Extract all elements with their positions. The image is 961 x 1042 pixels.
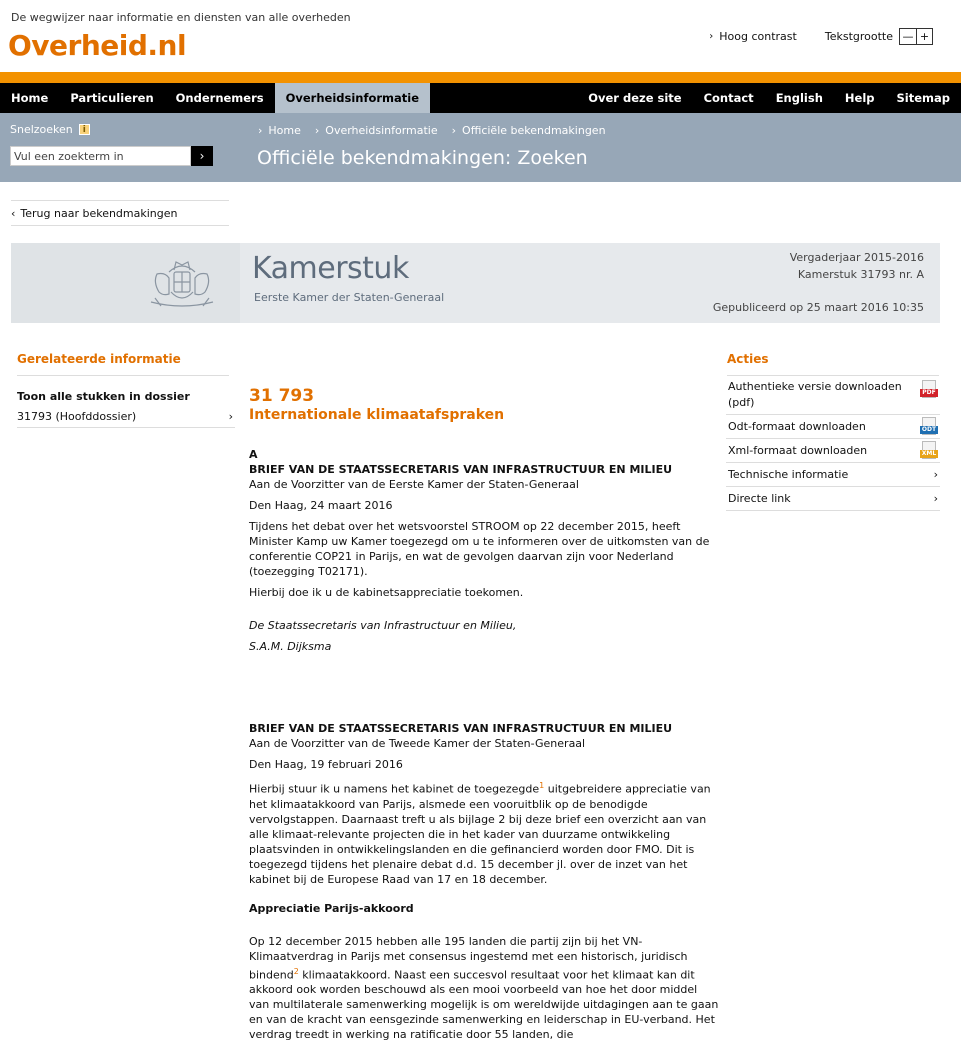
- download-pdf-label: Authentieke versie downloaden (pdf): [728, 379, 908, 411]
- chevron-right-icon: ›: [934, 491, 938, 507]
- chevron-right-icon: ›: [934, 467, 938, 483]
- letter-a-addressee: Aan de Voorzitter van de Eerste Kamer der Staten-Generaal: [249, 477, 719, 492]
- high-contrast-label: Hoog contrast: [719, 30, 797, 43]
- paragraph-text: uitgebreidere appreciatie van het klimaatakkoord van Parijs, alsmede een vooruitblik op de benodigde vervolgstappen. Daarnaast treft u als bijlage 2 bij deze brief een overzicht aan van alle klimaat-relevante projecten die in het kader van duurzame ontwikkeling plaatsvinden in ontwikkelingslanden en die gefinancierd worden door FMO. Dit is toegezegd tijdens het plenaire debat d.d. 15 december jl. over de inzet van het kabinet bij de Europese Raad van 17 en 18 december.: [249, 783, 711, 886]
- letter-b-heading: BRIEF VAN DE STAATSSECRETARIS VAN INFRASTRUCTUUR EN MILIEU: [249, 721, 719, 736]
- info-icon[interactable]: i: [79, 124, 90, 135]
- kamerstuk-header: [11, 243, 940, 323]
- site-logo[interactable]: [8, 28, 186, 62]
- letter-a-paragraph-2: Hierbij doe ik u de kabinetsappreciatie toekomen.: [249, 585, 719, 600]
- back-link-label: Terug naar bekendmakingen: [20, 207, 177, 220]
- xml-file-icon: XML: [920, 441, 938, 461]
- letter-a-mark: A: [249, 447, 719, 462]
- nav-help[interactable]: Help: [834, 83, 886, 113]
- footnote-link-1[interactable]: 1: [539, 781, 544, 790]
- dossier-title: Toon alle stukken in dossier: [17, 390, 190, 403]
- chevron-right-icon: ›: [229, 410, 233, 423]
- text-size-decrease-button[interactable]: —: [900, 29, 916, 44]
- chevron-right-icon: ›: [315, 124, 319, 137]
- paragraph-text: klimaatakkoord. Naast een succesvol resultaat voor het klimaat kan dit akkoord ook worden beschouwd als een mooi voorbeeld van hoe het door middel van multilaterale samenwerking mogelijk is om wereldwijde uitdagingen aan te gaan en van de kracht van eensgezinde samenwerking en leiderschap in EU-verband. Het verdrag treedt in werking na ratificatie door 55 landen, die: [249, 968, 718, 1041]
- related-heading: Gerelateerde informatie: [17, 352, 229, 376]
- kamerstuk-meta: [790, 249, 924, 283]
- breadcrumb-item-home[interactable]: [258, 124, 301, 137]
- dossier-link-label: 31793 (Hoofddossier): [17, 410, 136, 423]
- back-link[interactable]: [11, 200, 229, 226]
- footnote-link-2[interactable]: 2: [294, 967, 299, 976]
- breadcrumb-label: Home: [268, 124, 300, 137]
- nav-overheidsinformatie[interactable]: Overheidsinformatie: [275, 83, 430, 113]
- nav-ondernemers[interactable]: Ondernemers: [165, 83, 275, 113]
- page-title: Officiële bekendmakingen: Zoeken: [257, 147, 588, 169]
- logo-wordmark: Overheid.nl: [8, 29, 186, 62]
- kamerstuk-published: Gepubliceerd op 25 maart 2016 10:35: [713, 301, 924, 314]
- download-xml-label: Xml-formaat downloaden: [728, 443, 867, 459]
- breadcrumb-item-bekendmakingen[interactable]: [452, 124, 606, 137]
- letter-a-signature-role: De Staatssecretaris van Infrastructuur en Milieu,: [249, 618, 719, 633]
- dossier-link[interactable]: [17, 405, 235, 428]
- breadcrumb: [258, 124, 606, 137]
- download-odt-link[interactable]: [726, 415, 940, 439]
- chevron-right-icon: ›: [258, 124, 262, 137]
- letter-a-date: Den Haag, 24 maart 2016: [249, 498, 719, 513]
- kamerstuk-title: Kamerstuk: [252, 251, 409, 286]
- text-size-control: [825, 28, 933, 45]
- letter-a-signature-name: S.A.M. Dijksma: [249, 639, 719, 654]
- download-odt-label: Odt-formaat downloaden: [728, 419, 866, 435]
- search-input[interactable]: [10, 146, 191, 166]
- download-xml-link[interactable]: [726, 439, 940, 463]
- text-size-increase-button[interactable]: +: [916, 29, 932, 44]
- text-size-label: Tekstgrootte: [825, 30, 893, 43]
- nav-over-deze-site[interactable]: Over deze site: [577, 83, 692, 113]
- kamerstuk-subtitle: Eerste Kamer der Staten-Generaal: [254, 291, 444, 304]
- site-tagline: De wegwijzer naar informatie en diensten van alle overheden: [11, 11, 351, 24]
- direct-link[interactable]: [726, 487, 940, 511]
- coat-of-arms-icon: [141, 252, 223, 314]
- actions-heading: Acties: [727, 352, 939, 376]
- chevron-right-icon: ›: [709, 31, 713, 42]
- chevron-left-icon: ‹: [11, 207, 15, 220]
- technical-info-link[interactable]: [726, 463, 940, 487]
- header-tools: [709, 28, 933, 45]
- document-number: 31 793: [249, 386, 719, 406]
- breadcrumb-label: Overheidsinformatie: [325, 124, 437, 137]
- letter-b-paragraph-2: [249, 934, 719, 1042]
- paragraph-text: Hierbij stuur ik u namens het kabinet de toegezegde: [249, 783, 539, 796]
- quick-search-label: Snelzoeken: [10, 123, 73, 136]
- download-pdf-link[interactable]: [726, 376, 940, 415]
- search-submit-button[interactable]: [191, 146, 213, 166]
- chevron-right-icon: ›: [452, 124, 456, 137]
- crest-panel: [11, 243, 240, 323]
- technical-info-label: Technische informatie: [728, 467, 848, 483]
- actions-list: [726, 376, 940, 511]
- quick-search-form: [10, 146, 213, 166]
- paragraph-text: Op 12 december 2015 hebben alle 195 landen die partij zijn bij het VN-Klimaatverdrag in Parijs met consensus ingestemd met een historisch, juridisch bindend: [249, 935, 687, 982]
- letter-a-heading: BRIEF VAN DE STAATSSECRETARIS VAN INFRASTRUCTUUR EN MILIEU: [249, 462, 719, 477]
- kamerstuk-number: Kamerstuk 31793 nr. A: [790, 266, 924, 283]
- high-contrast-link[interactable]: [709, 30, 797, 43]
- nav-particulieren[interactable]: Particulieren: [59, 83, 164, 113]
- nav-contact[interactable]: Contact: [693, 83, 765, 113]
- letter-b-subheading: Appreciatie Parijs-akkoord: [249, 901, 719, 916]
- document-title: Internationale klimaatafspraken: [249, 407, 719, 423]
- letter-b-date: Den Haag, 19 februari 2016: [249, 757, 719, 772]
- direct-link-label: Directe link: [728, 491, 791, 507]
- nav-home[interactable]: Home: [0, 83, 59, 113]
- orange-divider: [0, 72, 961, 83]
- letter-a-paragraph-1: Tijdens het debat over het wetsvoorstel STROOM op 22 december 2015, heeft Minister Kamp uw Kamer toegezegd om u te informeren over de uitkomsten van de conferentie COP21 in Parijs, en wat de gevolgen daarvan zijn voor Nederland (toezegging T02171).: [249, 519, 719, 579]
- quick-search-label-row: [10, 123, 90, 136]
- breadcrumb-item-overheidsinformatie[interactable]: [315, 124, 438, 137]
- main-nav: [0, 83, 961, 113]
- chevron-right-icon: ›: [200, 149, 205, 163]
- odt-file-icon: ODT: [920, 417, 938, 437]
- breadcrumb-label: Officiële bekendmakingen: [462, 124, 606, 137]
- search-banner: [0, 113, 961, 182]
- document-body: [249, 386, 719, 1042]
- nav-sitemap[interactable]: Sitemap: [886, 83, 961, 113]
- letter-b-addressee: Aan de Voorzitter van de Tweede Kamer der Staten-Generaal: [249, 736, 719, 751]
- kamerstuk-year: Vergaderjaar 2015-2016: [790, 249, 924, 266]
- letter-b-paragraph-1: [249, 778, 719, 887]
- pdf-file-icon: PDF: [920, 380, 938, 400]
- nav-english[interactable]: English: [765, 83, 834, 113]
